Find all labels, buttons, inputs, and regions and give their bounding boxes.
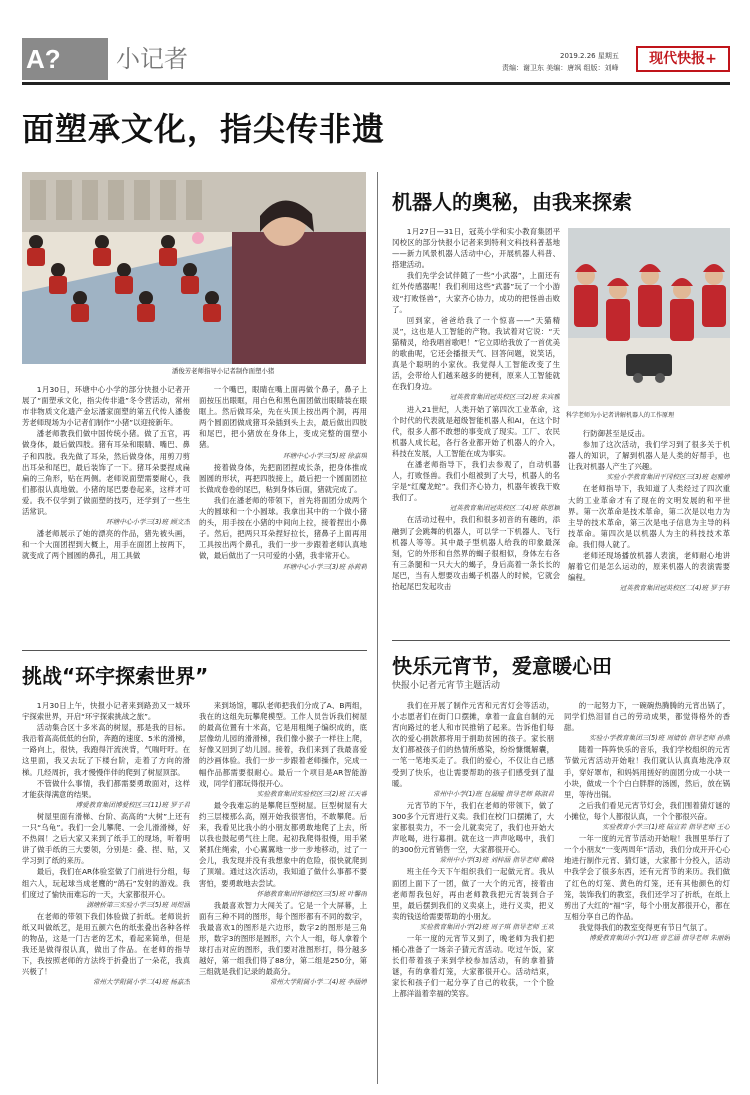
paragraph: 进入21世纪，人类开始了第四次工业革命，这个时代的代表就是超级智能机器人和AI，在这个时代，很多人都不敢想的事变成了现实。工厂、农民机器人成长起，各行各业都开始了机器人的介入，科技在发展，人工智能在成为事实。: [392, 404, 560, 458]
window: [108, 180, 124, 220]
window: [134, 180, 150, 220]
byline: 冠英教育集团冠英校区二(4)班 罗子轩: [619, 584, 730, 593]
student-body: [93, 248, 111, 266]
window: [186, 180, 202, 220]
paragraph: 树屋里面有滑梯、台阶、高高的“大树”上还有一只“乌龟”。我们一会儿攀爬、一会儿滑滑梯，好不热闹！之后大家又来到了纸手工的现场，听着明讲了做手纸的三大要领，分别是：叠、捏、贴，又学习到了纸的来历。: [22, 811, 190, 866]
masthead-text: 现代快报+: [649, 51, 717, 67]
student-head: [139, 291, 153, 305]
byline: 实验小学教育集团平冈校区三(3)班 赵雅婷: [606, 473, 730, 482]
lead-photo-image: [22, 172, 366, 364]
byline: 常州中小学(1)班 包晟瞳 指导老师 陈淑君: [432, 789, 554, 798]
student-body: [137, 304, 155, 322]
paragraph: 接着做身体，先把面团捏成长条，把身体推成圆圆的形状，再把四肢接上，最后把一个圆面团拉长做成卷卷的尾巴，粘到身体后面，猪就完成了。: [199, 462, 367, 494]
challenge-column-2: [199, 700, 367, 1084]
robot-photo-caption: 科学老师为小记者讲解机器人的工作原理: [566, 412, 675, 419]
robot-wheel: [633, 373, 643, 383]
student-head: [73, 291, 87, 305]
byline: 环塘中心小学三(5)班 徐嘉琪: [283, 451, 367, 460]
teacher-coat: [232, 232, 366, 364]
center-divider: [377, 172, 378, 1084]
lead-photo: [22, 172, 366, 364]
robot-headline: 机器人的奥秘，由我来探索: [392, 190, 632, 214]
paragraph: 潘老师教我们做中国传统小猪。做了五官，再做身体，最后做四肢。猪有耳朵和眼睛、嘴巴、鼻子和四肢。我先做了耳朵，然后做身体，用剪刀剪出耳朵和尾巴，最后装饰了一下。猪耳朵要捏成扁扁的三角形，贴在两侧。老师说面塑需要耐心，我们都很认真地做。小猪的尾巴要卷起来，这样才可爱。我不仅学到了做面塑的技巧，还学到了一些生活常识。: [22, 429, 190, 517]
student-head: [29, 235, 43, 249]
challenge-headline: 挑战“环宇探索世界”: [22, 664, 209, 688]
byline: 冠英教育集团冠英校区二(4)班 陈思颖: [449, 504, 560, 513]
student-head: [183, 263, 197, 277]
header-rule: [22, 82, 730, 85]
paragraph: 潘老师展示了她的漂亮的作品，猪先被头画，和一个大面团捏到大概上，用手在面团上按两下，就变成了两个圆圆的鼻孔，用工具做: [22, 529, 190, 561]
byline: 实验教育集团小学(2)班 周子琪 指导老师 王欢: [419, 922, 554, 931]
paragraph: 我最喜欢智力大闯关了。它是一个大屏幕，上面有三种不同的图形，每个图形都有不同的数字，我最喜欢1的图形是六边形，数字2的图形是三角形，数字3的图形是圆形，六个人一组，每人拿着个球打击对应的图形，我们要对准图形打，得分越多越好，第一组我们得了88分，第二组是250分，第三组就是我们记录的最高分。: [199, 900, 367, 977]
byline: 湖塘桥第三实验小学三(5)班 周煜涵: [86, 900, 190, 909]
byline: 博爱教育集团博爱校区三(11)班 罗子君: [75, 800, 190, 809]
student-body: [27, 248, 45, 266]
student-body: [115, 276, 133, 294]
byline: 环塘中心小学三(3)班 孙莉莉: [283, 562, 367, 571]
paragraph: 参加了这次活动，我们学习到了很多关于机器人的知识，了解到机器人是人类的好帮手，也让我对机器人产生了兴趣。: [568, 440, 730, 472]
robot-photo-image: [568, 228, 730, 406]
paragraph: 我们在开展了制作元宵和元宵灯会等活动，小志愿者们在街门口摆摊，拿着一盒盒自制的元宵向路过的老人和市民推销了起来。告诉他们每次的爱心捐款都将用于捐助贫困的孩子。家长朋友们都被孩子们的热情所感染，纷纷慷慨解囊，一笔一笔地买走了。我们的爱心，不仅让自己感受到了快乐，也让需要帮助的孩子们感受到了温暖。: [392, 701, 554, 788]
window: [56, 180, 72, 220]
paragraph: 一个嘴巴，眼睛在嘴上面再做个鼻子，鼻子上面按压出眼眶，用白色和黑色面团做出眼睛装在眼眶上。然后做耳朵，先在头顶上按出两个洞，再用两个圆面团做成猪耳朵插到头上去，最后做出四肢和尾巴，把小猪放在身体上，变成完整的面塑小猪。: [199, 385, 367, 450]
right-section-rule: [392, 640, 730, 641]
paragraph: 一年一度的元宵节活动开始啦！我围里举行了一个小朋友“一变两周年”活动，我们分成开开心心地进行制作元宵、猜灯谜，大家都十分投入，活动中我学会了很多东西，还有元宵节的来历。我们做了红色的灯笼、黄色的灯笼，还有其他颜色的灯笼，装饰我们的教室，我们还学习了折纸，在纸上剪出了大红的“福”字，每个小朋友都很开心，都在互相分享自己的作品。: [564, 834, 730, 921]
byline: 实验教育集团实验校区三(2)班 江天睿: [256, 789, 367, 798]
paragraph: 我们在潘老师的带领下，首先将面团分成两个大的圆球和一个小圆球。我拿出其中的一个做小猪的头，用手按在小猪的中间向上拉，接着捏出小鼻子。然后，把两只耳朵捏好拉长，猪鼻子上面再用工具按出两个鼻孔，我们一步一步跟着老师认真地做，最后做出了一只可爱的小猪，我非常开心。: [199, 495, 367, 561]
byline: 常州大学附属小学二(4)班 杨嘉杰: [92, 978, 190, 987]
paragraph: 在老师的带领下我们体验做了折纸。老师说折纸又叫做纸艺，是用五颜六色的纸张叠出各种各样的物品，这是一门古老的艺术，看起来简单，但是我还是做得很认真，做出了作品。在老师的指导下，我按照老师的方法终于折叠出了一朵花，我真兴极了！: [22, 911, 190, 977]
lantern-subhead: 快报小记者元宵节主题活动: [392, 681, 501, 691]
byline: 实验小学教育集团三(5)班 周婧怡 指导老师 孙燕: [589, 734, 730, 743]
lead-column-1: [22, 384, 190, 642]
paragraph: 在老师指导下，我知道了人类经过了四次重大的工业革命才有了现在的文明发展的和平世界。第一次革命是技术革命，第二次是以电力为主导的技术革命，第三次是电子信息为主导的科技革命。第四次是以机器人为主的科技技术革命。我们得人就了。: [568, 484, 730, 549]
paragraph: 行防御甚至是反击。: [582, 429, 650, 438]
paragraph: 一年一度的元宵节又到了，晚老师为我们把桶心准备了一场亲子猜元宵活动。吃过午饭，家长们带着孩子来到学校参加活动，有的拿着猜谜，有的拿着灯笼，大家都很开心。活动结束，家长和孩子们一起分享了自己的收获，一个个脸上都洋溢着幸福的笑容。: [392, 933, 554, 999]
paragraph: 1月30日上午，快报小记者来到路劲又一城环宇探索世界，开启“环宇探索挑战之旅”。: [22, 701, 190, 722]
date-line: 2019.2.26 星期五: [560, 52, 619, 60]
byline: 常州中小学(3)班 刘梓涵 指导老师 戴晓: [439, 856, 554, 865]
paragraph: 随着一阵阵快乐的音乐，我们学校组织的元宵节做元宵活动开始啦！我们就认认真真地洗净双手，穿好罩布，和妈妈用搓好的面团分成一小块一小块，做成一个个白白胖胖的汤圆，然后，放在锅里，等待出锅。: [564, 745, 730, 799]
section-code: A?: [22, 38, 108, 80]
paragraph: 1月30日，环塘中心小学的部分快报小记者开展了“面塑承文化，指尖传非遗”冬令营活动，常州市非物质文化遗产金坛潘家面塑的第五代传人潘俊芳老师现场为小记者们制作“小猪”以迎接新年。: [22, 385, 190, 428]
student-body: [203, 304, 221, 322]
paragraph: 老师还现场播放机器人表演，老师耐心地讲解着它们是怎么运动的，原来机器人的表演需要编程。: [568, 551, 730, 583]
lead-photo-caption: 潘俊芳老师指导小记者制作面塑小猪: [172, 367, 275, 375]
paragraph: 1月27日—31日，冠英小学和实小教育集团平冈校区的部分快报小记者来到特利文科技科普基地——新力风景机器人活动中心，开展机器人科普、搭建活动。: [392, 227, 560, 270]
student-body: [49, 276, 67, 294]
left-section-rule: [22, 650, 367, 651]
lantern-column-2: [564, 700, 730, 1084]
student-jacket: [606, 299, 630, 341]
paragraph: 的一起努力下，一碗碗热腾腾的元宵出锅了，同学们热泪冒自己的劳动成果，都觉得格外的香甜。: [564, 701, 730, 733]
paragraph: 回到家，爸爸给我了一个惊喜——“天猫精灵”，这也是人工智能的产物。我试着对它说：“天猫精灵，给我唱首歌吧！”它立即给我放了一首优美的歌曲呢，它还会播报天气、回答问题，说笑话，真是个聪明的小家伙。我觉得人工智能改变了生活，会带给人们越来越多的便利，原来人工智能就在我们身边。: [392, 315, 560, 392]
robot-body: [626, 354, 672, 376]
paragraph: 在潘老师指导下，我们去参观了，自动机器人，打败怪兽。我们小组被到了大号，机器人的名字是“红魔龙蛇”。我们齐心协力，机器年被我干败我们了。: [392, 459, 560, 503]
byline: 博爱教育集团小学(1)班 曾艺涵 指导老师 朱丽娟: [589, 933, 730, 942]
paragraph: 最后，我们在AR体验室做了门前进行分组，每组六人，玩起球当成老鹰的“鸽石”发射的游戏。我们度过了愉快而难忘的一天，大家都很开心。: [22, 867, 190, 899]
robot-photo: [568, 228, 730, 406]
lantern-headline: 快乐元宵节，爱意暖心田: [392, 654, 612, 678]
window: [82, 180, 98, 220]
paragraph: 最令我难忘的是攀爬巨型树屋。巨型树屋有大约三层楼那么高，刚开始我很害怕，不敢攀爬。后来，我看见比我小的小朋友都勇敢地爬了上去，所以我也鼓起勇气往上爬。起初我爬得很慢，用手紧紧抓住绳索，小心翼翼地一步一步地移动，过了一会儿，我发现并没有我想象中的危险，很快就爬到了顶端。通过这次活动，我知道了做什么事都不要害怕，要勇敢地去尝试。: [199, 800, 367, 888]
student-head: [51, 263, 65, 277]
student-head: [205, 291, 219, 305]
student-head: [95, 235, 109, 249]
student-jacket: [574, 285, 598, 327]
student-jacket: [638, 285, 662, 327]
student-jacket: [670, 299, 694, 341]
pig-figurine: [192, 232, 204, 244]
robot-column-1: [392, 226, 560, 632]
student-head: [117, 263, 131, 277]
paragraph: 在活动过程中，我们和很多初音的有趣的，添融到了会跳舞的机器人，可以学一下机器人、飞行机器人等等。其中最子型机器人给我的印象最深刻，它的外形和自然界的蝎子很相似，身体左右各有三条腿和一只大大的蝎子，身后高着一条长长的尾巴，当有人想要攻击蝎子机器人的时候，它就会抬起尾巴发起攻击: [392, 515, 560, 591]
byline: 冠英教育集团冠英校区三(2)班 朱宾雅: [449, 393, 560, 402]
editors-line: 责编：谢卫东 美编：唐飒 组版：刘峰: [502, 64, 619, 72]
robot-column-2: [568, 428, 730, 632]
student-body: [159, 248, 177, 266]
paragraph: 元宵节的下午，我们在老师的带领下，做了300多个元宵进行义卖。我们在校门口摆摊了，大家都很卖力，不一会儿就卖完了，我们也开始大声吆喝，进行募捐。就在这一声声吆喝中，我们的300份元宵销售一空，大家都很开心。: [392, 800, 554, 855]
lead-column-2: [199, 384, 367, 642]
challenge-column-1: [22, 700, 190, 1084]
paragraph: 我们先学会试伴随了一些“小武器”，上面还有红外传感器呢！我们利用这些“武器”玩了一个小游戏“打败怪兽”，大家齐心协力，成功的把怪兽击败了。: [392, 271, 560, 314]
byline: 常州大学附属小学二(4)班 李涵婷: [269, 978, 367, 987]
window: [160, 180, 176, 220]
student-body: [71, 304, 89, 322]
robot-wheel: [655, 373, 665, 383]
paragraph: 活动集合区十多米高的树屋，那是我的目标。我沿着高高低低的台阶，奔跑的速度、5米的滑梯，一路向上，很快，我跑得汗流浃背，气喘吁吁。在这里面，我又去玩了下楼台阶，走着了方向的滑梯。几经周折，我才慢慢伴伴的爬到了树屋顶部。: [22, 723, 190, 777]
paragraph: 之后我们看见元宵节灯会，我们围着猜灯谜的小摊位，每个人都很认真，一个个都很兴奋。: [564, 800, 730, 821]
lead-headline: 面塑承文化，指尖传非遗: [22, 110, 386, 148]
byline: 环塘中心小学三(3)班 顾文杰: [106, 518, 190, 527]
section-name: 小记者: [116, 45, 188, 73]
byline: 怀德教育集团怀德校区三(5)班 叶馨雨: [256, 889, 367, 898]
window: [30, 180, 46, 220]
byline: 实验教育小学三(1)班 陆宣若 指导老师 王心: [602, 823, 730, 832]
paragraph: 班主任今天下午组织我们一起做元宵。我从面团上面下了一团，做了一大个的元宵，接着由老师帮我包好，再由老师教我把元宵装到合子里，最后摆到我们的义卖桌上，进行义卖，把义卖的钱送给需要帮助的小朋友。: [392, 867, 554, 921]
paragraph: 我觉得我们的教室变得更有节日气氛了。: [578, 922, 712, 932]
student-body: [181, 276, 199, 294]
student-jacket: [702, 285, 726, 327]
masthead-logo: [636, 46, 730, 72]
paragraph: 来到场馆，哪队老师把我们分成了A、B两组，我在的这组先玩攀爬模型。工作人员告诉我们树屋的最高位置有十米高，它是用粗绳子编织成的，底层像幼儿园的滑滑梯，我们像小猴子一样往上爬，好像又回到了幼儿园。接着，我们来到了我最喜爱的沙画体验。我们一步一步跟着老师操作，完成一幅作品都需要很耐心。最后一个项目是AR智能游戏，同学们都玩得很开心。: [199, 701, 367, 788]
student-head: [161, 235, 175, 249]
paragraph: 不管做什么事情，我们都需要勇敢面对，这样才能获得满意的结果。: [22, 778, 190, 799]
lantern-column-1: [392, 700, 554, 1084]
